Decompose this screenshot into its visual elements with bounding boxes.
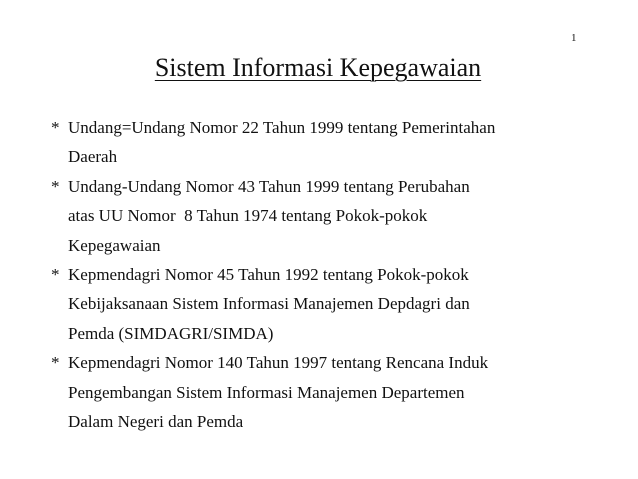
list-item: [51, 172, 631, 260]
list-item-text: [68, 172, 631, 260]
slide-title: [0, 53, 638, 83]
bullet-marker: *: [51, 176, 60, 196]
list-item-text: [68, 348, 631, 436]
list-item-text: [68, 113, 631, 172]
list-item-line: Kepegawaian: [68, 235, 161, 255]
list-item-line: Pengembangan Sistem Informasi Manajemen Departemen: [68, 382, 465, 402]
regulation-list: [51, 113, 631, 436]
bullet-marker: *: [51, 118, 60, 137]
list-item-text: [68, 260, 631, 348]
list-item-line: Undang-Undang Nomor 43 Tahun 1999 tentang Perubahan: [68, 176, 470, 196]
list-item-line: Kebijaksanaan Sistem Informasi Manajemen Depdagri dan: [68, 294, 470, 314]
list-item-line: Undang=Undang Nomor 22 Tahun 1999 tentang Pemerintahan: [68, 118, 496, 137]
list-item-line: Daerah: [68, 147, 118, 167]
bullet-marker: *: [51, 353, 60, 373]
list-item-line: Dalam Negeri dan Pemda: [68, 412, 244, 432]
list-item: [51, 260, 631, 348]
page-number: 1: [571, 32, 577, 44]
list-item-line: Kepmendagri Nomor 45 Tahun 1992 tentang Pokok-pokok: [68, 265, 469, 285]
list-item: [51, 113, 631, 172]
slide-title-text: Sistem Informasi Kepegawaian: [154, 53, 482, 82]
list-item: [51, 348, 631, 436]
list-item-line: Pemda (SIMDAGRI/SIMDA): [68, 323, 274, 343]
list-item-line: Kepmendagri Nomor 140 Tahun 1997 tentang Rencana Induk: [68, 353, 489, 373]
bullet-marker: *: [51, 265, 60, 285]
list-item-line: atas UU Nomor 8 Tahun 1974 tentang Pokok-pokok: [68, 206, 428, 226]
